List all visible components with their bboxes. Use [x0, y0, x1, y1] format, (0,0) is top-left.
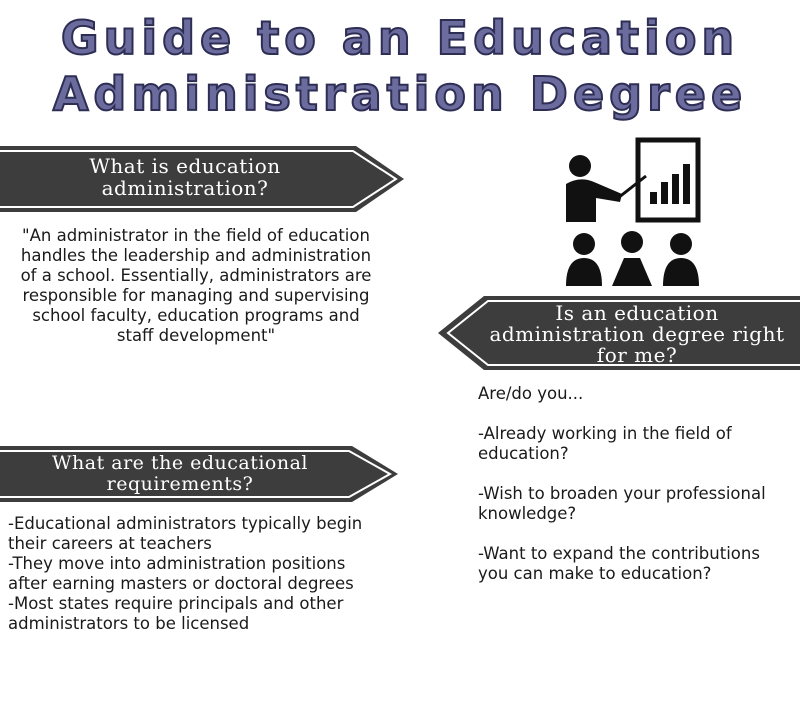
right-for-me-item-line: -Already working in the field of [478, 424, 732, 443]
right-for-me-heading-line-1: Is an education [555, 301, 719, 325]
right-for-me-item-line: -Wish to broaden your professional [478, 484, 766, 503]
requirements-body-line: -Most states require principals and other [8, 594, 344, 613]
what-is-body-line: "An administrator in the field of education [22, 226, 370, 245]
requirements-body-line: -They move into administration positions [8, 554, 346, 573]
right-for-me-banner [438, 296, 800, 370]
what-is-heading-line-1: What is education [89, 154, 281, 178]
page-title-line-2: Administration Degree [52, 67, 748, 121]
requirements-body [8, 514, 400, 634]
what-is-heading-line-2: administration? [101, 176, 269, 200]
right-for-me-item-line: -Want to expand the contributions [478, 544, 760, 563]
what-is-body-line: responsible for managing and supervising [22, 286, 370, 305]
page-title-line-1: Guide to an Education [60, 11, 740, 65]
what-is-body-line: school faculty, education programs and [32, 306, 360, 325]
requirements-body-line: their careers at teachers [8, 534, 212, 553]
requirements-body-line: administrators to be licensed [8, 614, 250, 633]
requirements-body-line: -Educational administrators typically begin [8, 514, 363, 533]
presentation-icon [560, 136, 710, 292]
what-is-body-line: handles the leadership and administration [20, 246, 372, 265]
what-is-body [6, 226, 386, 346]
requirements-heading-line-2: requirements? [106, 473, 254, 495]
right-for-me-body [478, 384, 796, 584]
right-for-me-heading-line-3: for me? [596, 343, 678, 367]
what-is-banner [0, 146, 410, 212]
requirements-heading-line-1: What are the educational [51, 452, 309, 474]
what-is-body-line: of a school. Essentially, administrators are [20, 266, 372, 285]
right-for-me-item-line: you can make to education? [478, 564, 712, 583]
right-for-me-heading-line-2: administration degree right [489, 322, 785, 346]
right-for-me-item-line: education? [478, 444, 569, 463]
requirements-banner [0, 446, 405, 502]
requirements-body-line: after earning masters or doctoral degrees [8, 574, 354, 593]
what-is-body-line: staff development" [116, 326, 276, 345]
right-for-me-intro: Are/do you... [478, 384, 584, 403]
right-for-me-item-line: knowledge? [478, 504, 577, 523]
